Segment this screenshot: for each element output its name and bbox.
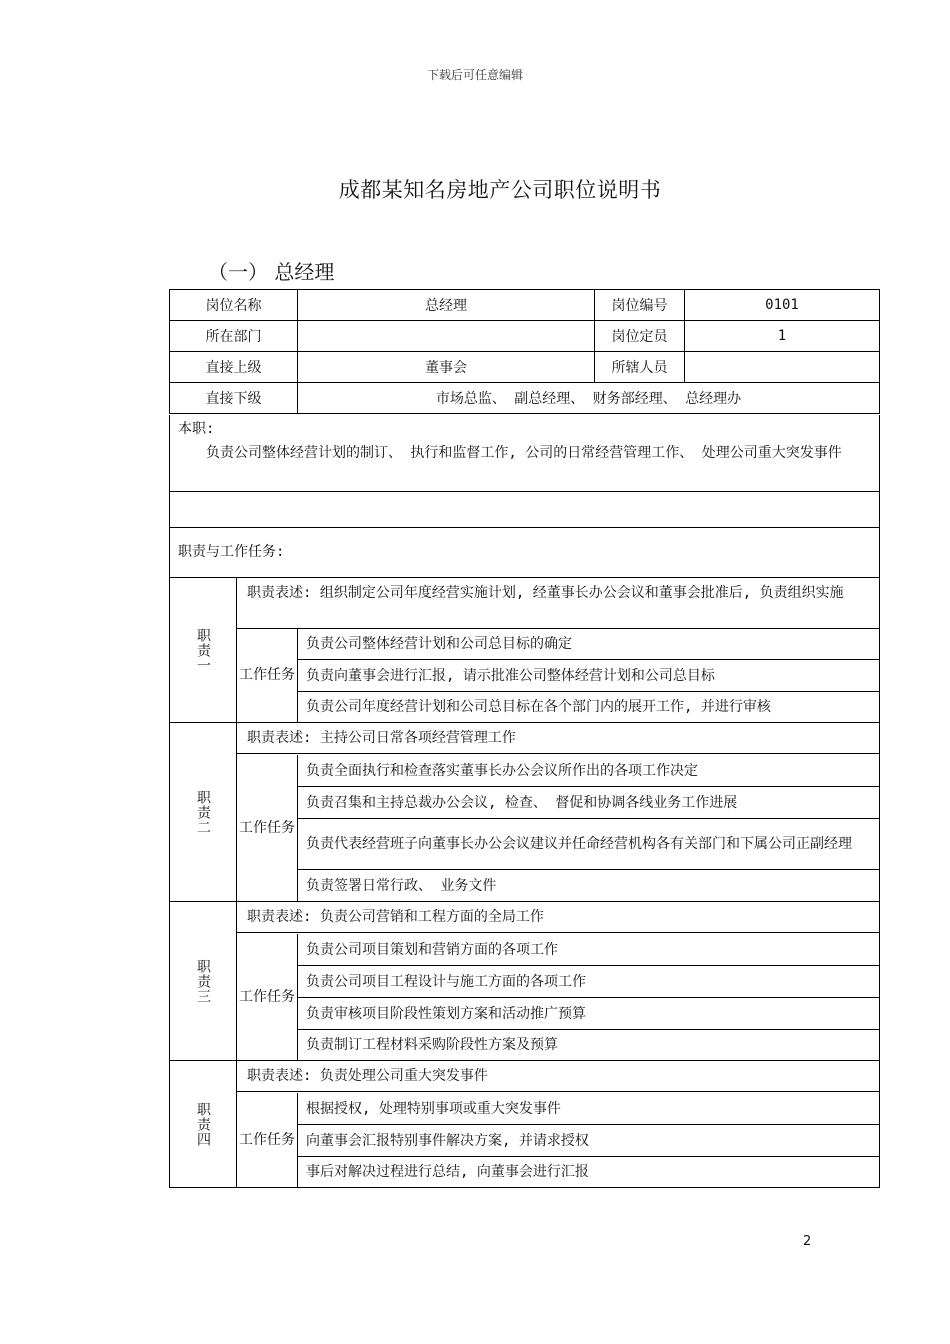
table-row	[170, 352, 880, 383]
duty-block-1	[169, 578, 880, 723]
core-duty-label: 本职:	[178, 421, 215, 437]
core-duty-text: 负责公司整体经营计划的制订、 执行和监督工作, 公司的日常经营管理工作、 处理公司重大突发事件	[206, 445, 842, 461]
page-number: 2	[803, 1234, 812, 1249]
position-label: 岗位名称	[170, 290, 298, 321]
task-item: 负责公司整体经营计划和公司总目标的确定	[298, 628, 879, 660]
duty-name: 职责四	[170, 1061, 237, 1187]
core-duty-block	[169, 415, 880, 492]
staff-label: 所辖人员	[595, 352, 685, 383]
task-label: 工作任务	[237, 628, 298, 722]
dept-label: 所在部门	[170, 321, 298, 352]
superior-label: 直接上级	[170, 352, 298, 383]
blank-row	[169, 492, 880, 528]
code-label: 岗位编号	[595, 290, 685, 321]
code-value: 0101	[685, 290, 880, 321]
duty-description: 职责表述: 负责公司营销和工程方面的全局工作	[237, 902, 879, 933]
task-item: 负责公司项目工程设计与施工方面的各项工作	[298, 966, 879, 998]
table-row	[170, 290, 880, 321]
duties-label: 职责与工作任务:	[178, 544, 285, 560]
duty-name: 职责三	[170, 902, 237, 1060]
duty-block-4	[169, 1061, 880, 1188]
duties-header-block	[169, 528, 880, 578]
dept-value	[298, 321, 595, 352]
task-item: 负责公司项目策划和营销方面的各项工作	[298, 934, 879, 966]
task-item: 向董事会汇报特别事件解决方案, 并请求授权	[298, 1125, 879, 1157]
staff-value	[685, 352, 880, 383]
duty-block-2	[169, 723, 880, 902]
quota-value: 1	[685, 321, 880, 352]
quota-label: 岗位定员	[595, 321, 685, 352]
task-label: 工作任务	[237, 934, 298, 1060]
superior-value: 董事会	[298, 352, 595, 383]
position-value: 总经理	[298, 290, 595, 321]
subordinate-label: 直接下级	[170, 383, 298, 414]
position-info-table	[169, 289, 880, 414]
section-title: （一） 总经理	[208, 260, 335, 284]
duty-block-3	[169, 902, 880, 1061]
duty-description: 职责表述: 负责处理公司重大突发事件	[237, 1061, 879, 1092]
page-title: 成都某知名房地产公司职位说明书	[338, 178, 662, 202]
task-item: 事后对解决过程进行总结, 向董事会进行汇报	[306, 1164, 589, 1180]
task-item: 负责代表经营班子向董事长办公会议建议并任命经营机构各有关部门和下属公司正副经理	[298, 819, 879, 870]
table-row	[170, 383, 880, 414]
task-item: 负责召集和主持总裁办公会议, 检查、 督促和协调各线业务工作进展	[298, 787, 879, 819]
duty-name: 职责二	[170, 723, 237, 901]
task-item: 负责审核项目阶段性策划方案和活动推广预算	[298, 998, 879, 1030]
task-label: 工作任务	[237, 1093, 298, 1187]
task-item: 根据授权, 处理特别事项或重大突发事件	[298, 1093, 879, 1125]
header-note: 下载后可任意编辑	[426, 68, 523, 82]
task-label: 工作任务	[237, 755, 298, 901]
duty-description: 职责表述: 组织制定公司年度经营实施计划, 经董事长办公会议和董事会批准后, 负责组织实施	[237, 578, 879, 629]
task-item: 负责向董事会进行汇报, 请示批准公司整体经营计划和公司总目标	[298, 660, 879, 692]
task-item: 负责全面执行和检查落实董事长办公会议所作出的各项工作决定	[298, 755, 879, 787]
task-item: 负责签署日常行政、 业务文件	[306, 877, 497, 894]
task-item: 负责公司年度经营计划和公司总目标在各个部门内的展开工作, 并进行审核	[306, 699, 771, 715]
table-row	[170, 321, 880, 352]
task-item: 负责制订工程材料采购阶段性方案及预算	[306, 1037, 558, 1053]
subordinate-value: 市场总监、 副总经理、 财务部经理、 总经理办	[298, 383, 880, 414]
duty-name: 职责一	[170, 578, 237, 722]
duty-description: 职责表述: 主持公司日常各项经营管理工作	[237, 723, 879, 754]
